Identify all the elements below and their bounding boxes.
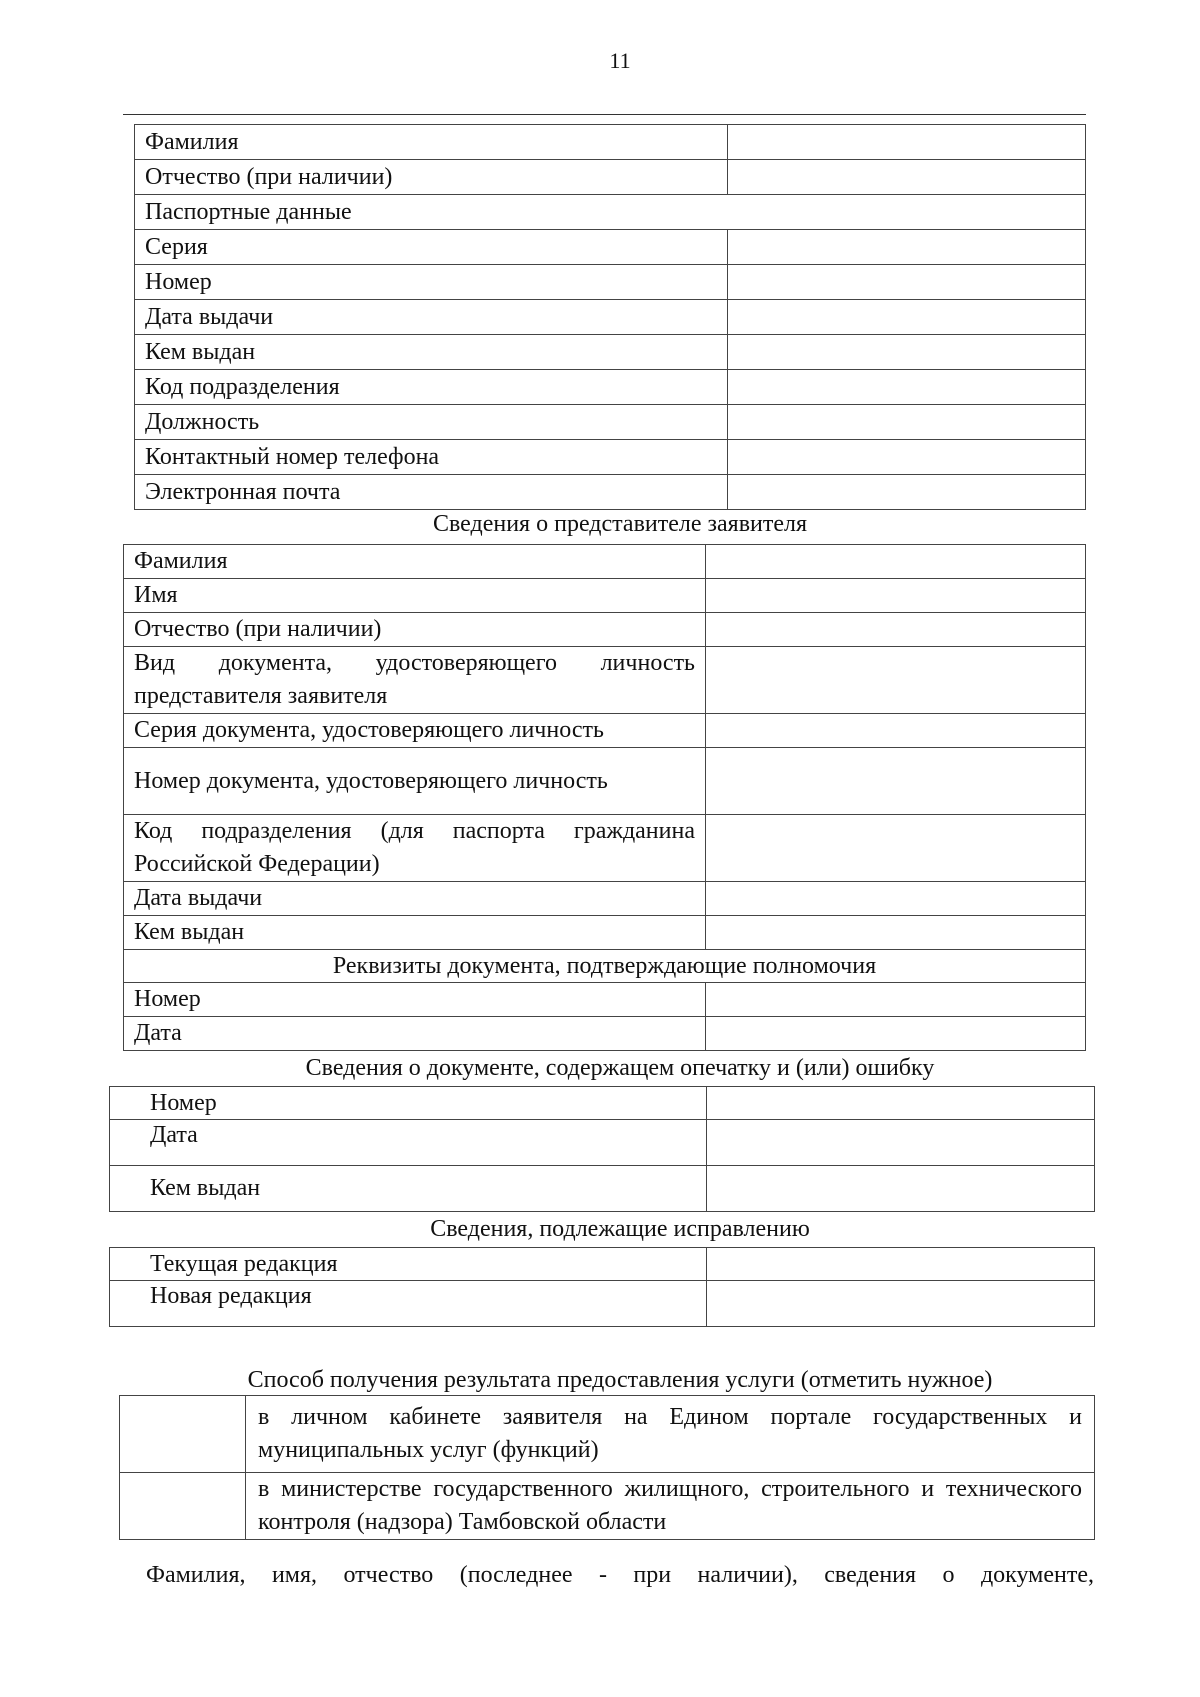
option-checkbox-cell[interactable] [120, 1396, 246, 1473]
field-label: Фамилия [135, 125, 728, 160]
field-value-cell[interactable] [707, 1166, 1095, 1212]
field-label: Фамилия [124, 545, 706, 579]
field-label: Кем выдан [135, 335, 728, 370]
table-row [124, 613, 1086, 647]
field-value-cell[interactable] [728, 300, 1086, 335]
field-value-cell[interactable] [706, 748, 1086, 815]
option-checkbox-cell[interactable] [120, 1473, 246, 1540]
field-label: Номер [135, 265, 728, 300]
table-row [124, 815, 1086, 882]
field-value-cell[interactable] [728, 230, 1086, 265]
field-label: Должность [135, 405, 728, 440]
error-document-table [109, 1086, 1095, 1212]
field-value-cell[interactable] [706, 983, 1086, 1017]
table-row [110, 1248, 1095, 1281]
table-row [124, 882, 1086, 916]
field-label: Отчество (при наличии) [135, 160, 728, 195]
field-label: Номер [124, 983, 706, 1017]
table-row [124, 647, 1086, 714]
applicant-table [134, 124, 1086, 510]
field-value-cell[interactable] [706, 815, 1086, 882]
field-value-cell[interactable] [707, 1281, 1095, 1327]
field-label: Новая редакция [110, 1281, 707, 1327]
field-label: Код подразделения [135, 370, 728, 405]
delivery-option [120, 1473, 1095, 1540]
representative-title: Сведения о представителе заявителя [432, 511, 808, 537]
table-row [135, 405, 1086, 440]
field-label: Номер [110, 1087, 707, 1120]
section-label: Паспортные данные [135, 195, 1086, 230]
table-row [110, 1120, 1095, 1166]
table-row [124, 916, 1086, 950]
table-row [135, 370, 1086, 405]
field-value-cell[interactable] [707, 1248, 1095, 1281]
field-value-cell[interactable] [728, 160, 1086, 195]
table-row [135, 125, 1086, 160]
authority-title: Реквизиты документа, подтверждающие полномочия [124, 950, 1086, 983]
option-label: в личном кабинете заявителя на Едином портале государственных и муниципальных услуг (функций) [246, 1396, 1095, 1473]
field-value-cell[interactable] [706, 882, 1086, 916]
field-label: Отчество (при наличии) [124, 613, 706, 647]
field-value-cell[interactable] [728, 265, 1086, 300]
table-row [124, 1017, 1086, 1051]
field-value-cell[interactable] [728, 440, 1086, 475]
table-row [135, 265, 1086, 300]
table-row [135, 475, 1086, 510]
page-number: 11 [609, 48, 631, 73]
field-label: Серия документа, удостоверяющего личность [124, 714, 706, 748]
table-row [110, 1281, 1095, 1327]
field-value-cell[interactable] [706, 613, 1086, 647]
table-row [124, 545, 1086, 579]
table-row [110, 1087, 1095, 1120]
field-value-cell[interactable] [706, 714, 1086, 748]
table-row [135, 195, 1086, 230]
field-label: Кем выдан [110, 1166, 707, 1212]
table-row [135, 300, 1086, 335]
delivery-title: Способ получения результата предоставления услуги (отметить нужное) [247, 1367, 993, 1393]
field-value-cell[interactable] [706, 579, 1086, 613]
field-label: Кем выдан [124, 916, 706, 950]
field-label: Имя [124, 579, 706, 613]
table-row [110, 1166, 1095, 1212]
header-rule [123, 114, 1086, 115]
field-value-cell[interactable] [706, 647, 1086, 714]
field-value-cell[interactable] [706, 545, 1086, 579]
field-value-cell[interactable] [728, 370, 1086, 405]
table-row [124, 983, 1086, 1017]
delivery-option [120, 1396, 1095, 1473]
field-label: Дата [124, 1017, 706, 1051]
table-row [124, 950, 1086, 983]
field-value-cell[interactable] [707, 1087, 1095, 1120]
field-label: Вид документа, удостоверяющего личность представителя заявителя [124, 647, 706, 714]
field-label: Электронная почта [135, 475, 728, 510]
footer-text: Фамилия, имя, отчество (последнее - при наличии), сведения о документе, [146, 1562, 1094, 1588]
field-value-cell[interactable] [706, 1017, 1086, 1051]
field-value-cell[interactable] [706, 916, 1086, 950]
field-label: Серия [135, 230, 728, 265]
representative-table [123, 544, 1086, 1051]
field-label: Дата выдачи [124, 882, 706, 916]
field-label: Текущая редакция [110, 1248, 707, 1281]
field-label: Дата выдачи [135, 300, 728, 335]
correction-title: Сведения, подлежащие исправлению [430, 1216, 810, 1242]
table-row [124, 748, 1086, 815]
field-label: Номер документа, удостоверяющего личность [124, 748, 706, 815]
option-label: в министерстве государственного жилищного, строительного и технического контроля (надзора) Тамбовской области [246, 1473, 1095, 1540]
field-label: Дата [110, 1120, 707, 1166]
field-label: Код подразделения (для паспорта гражданина Российской Федерации) [124, 815, 706, 882]
table-row [135, 230, 1086, 265]
table-row [124, 714, 1086, 748]
field-value-cell[interactable] [728, 335, 1086, 370]
table-row [124, 579, 1086, 613]
field-value-cell[interactable] [707, 1120, 1095, 1166]
correction-table [109, 1247, 1095, 1327]
table-row [135, 440, 1086, 475]
table-row [135, 160, 1086, 195]
field-value-cell[interactable] [728, 475, 1086, 510]
field-label: Контактный номер телефона [135, 440, 728, 475]
field-value-cell[interactable] [728, 405, 1086, 440]
table-row [135, 335, 1086, 370]
error-document-title: Сведения о документе, содержащем опечатку и (или) ошибку [305, 1055, 935, 1081]
field-value-cell[interactable] [728, 125, 1086, 160]
delivery-options-table [119, 1395, 1095, 1540]
